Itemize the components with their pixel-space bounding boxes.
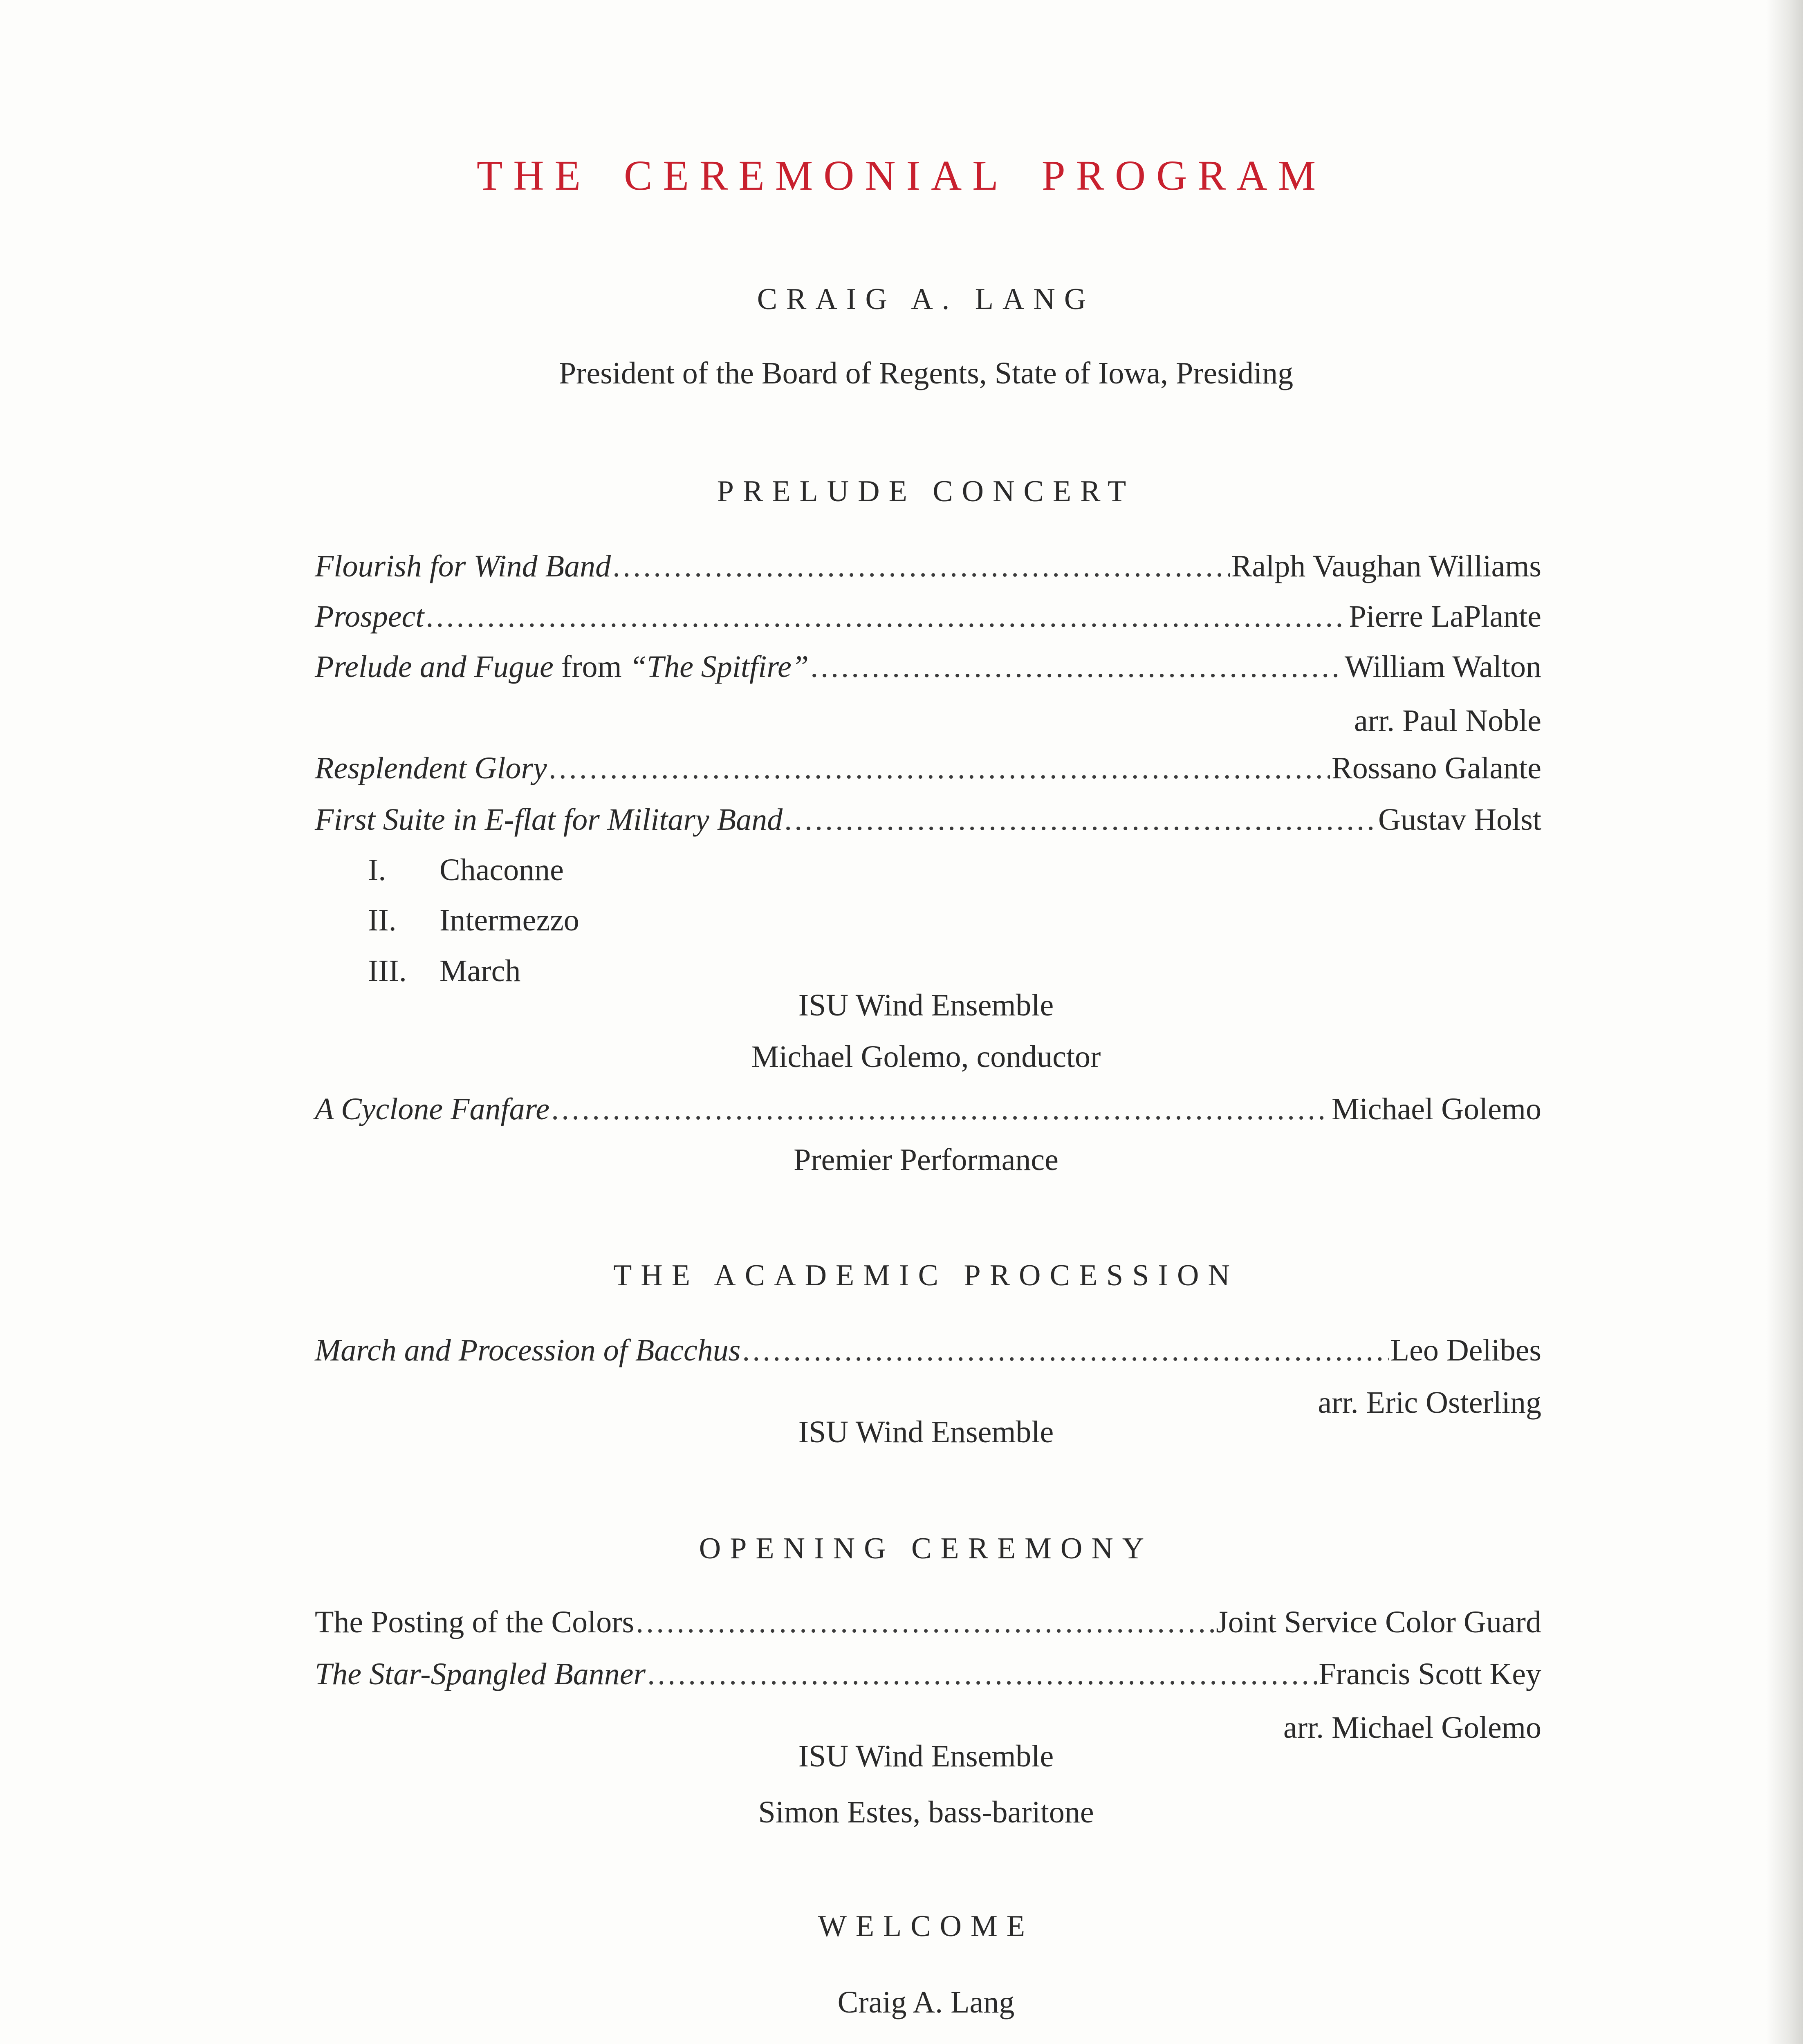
movement-item: [368, 953, 520, 989]
page-title-word-3: PROGRAM: [1041, 152, 1327, 199]
procession-item: [315, 1333, 1541, 1374]
work-title-connector: from: [553, 650, 630, 684]
dot-leader: [612, 549, 1230, 584]
arranger: arr. Eric Osterling: [1318, 1385, 1541, 1420]
movement-name: Chaconne: [440, 853, 564, 887]
movement-name: Intermezzo: [440, 903, 579, 937]
composer: Francis Scott Key: [1319, 1657, 1541, 1691]
soloist-name: Simon Estes, bass-baritone: [758, 1795, 1094, 1829]
work-title: Prelude and Fugue: [315, 650, 554, 684]
composer: Gustav Holst: [1378, 802, 1541, 837]
work-title: A Cyclone Fanfare: [315, 1092, 550, 1126]
work-title: The Posting of the Colors: [315, 1605, 635, 1639]
composer: Pierre LaPlante: [1349, 599, 1541, 634]
work-title-source: “The Spitfire”: [629, 650, 809, 684]
presiding-name: CRAIG A. LANG: [757, 282, 1095, 316]
dot-leader: [636, 1605, 1214, 1640]
dot-leader: [551, 1091, 1330, 1127]
prelude-item-first-suite: [315, 802, 1541, 843]
dot-leader: [647, 1656, 1317, 1692]
prelude-item-resplendent: [315, 751, 1541, 791]
prelude-item-flourish: [315, 549, 1541, 589]
composer: Rossano Galante: [1332, 751, 1541, 785]
prelude-item-spitfire: [315, 649, 1541, 690]
dot-leader: [549, 751, 1330, 786]
prelude-item-prospect: [315, 599, 1541, 640]
opening-item-colors: [315, 1605, 1541, 1645]
prelude-heading: PRELUDE CONCERT: [717, 475, 1135, 508]
presiding-role: President of the Board of Regents, State of Iowa, Presiding: [558, 356, 1294, 390]
dot-leader: [742, 1333, 1388, 1368]
performer: Joint Service Color Guard: [1216, 1605, 1541, 1639]
work-title: The Star-Spangled Banner: [315, 1657, 646, 1691]
movement-number: II.: [368, 903, 397, 937]
welcome-speaker: Craig A. Lang: [837, 1985, 1015, 2019]
dot-leader: [810, 649, 1343, 685]
page-title-word-2: CEREMONIAL: [624, 152, 1009, 199]
composer: Michael Golemo: [1332, 1092, 1541, 1126]
procession-heading: THE ACADEMIC PROCESSION: [613, 1259, 1239, 1292]
work-title: Resplendent Glory: [315, 751, 547, 785]
movement-number: I.: [368, 853, 386, 887]
arranger: arr. Paul Noble: [1354, 704, 1541, 738]
movement-item: [368, 852, 564, 888]
welcome-heading: WELCOME: [818, 1910, 1034, 1943]
work-title: Prospect: [315, 599, 424, 634]
prelude-item-cyclone-fanfare: [315, 1091, 1541, 1132]
movement-item: [368, 903, 579, 938]
movement-name: March: [440, 954, 521, 988]
ensemble-name: ISU Wind Ensemble: [798, 1739, 1054, 1773]
ensemble-name: ISU Wind Ensemble: [798, 988, 1054, 1022]
movement-number: III.: [368, 954, 407, 988]
work-title: Flourish for Wind Band: [315, 549, 611, 583]
conductor-name: Michael Golemo, conductor: [751, 1040, 1101, 1074]
arranger: arr. Michael Golemo: [1283, 1710, 1541, 1745]
page-title: [0, 151, 1803, 200]
work-title: March and Procession of Bacchus: [315, 1333, 741, 1367]
work-title: First Suite in E-flat for Military Band: [315, 802, 783, 837]
ensemble-name: ISU Wind Ensemble: [798, 1415, 1054, 1449]
composer: William Walton: [1344, 650, 1541, 684]
composer: Ralph Vaughan Williams: [1231, 549, 1541, 583]
dot-leader: [784, 802, 1377, 838]
opening-item-anthem: [315, 1656, 1541, 1697]
opening-heading: OPENING CEREMONY: [699, 1532, 1153, 1565]
premier-note: Premier Performance: [794, 1143, 1058, 1177]
page-title-word-1: THE: [476, 152, 592, 199]
composer: Leo Delibes: [1390, 1333, 1541, 1367]
dot-leader: [426, 599, 1347, 634]
